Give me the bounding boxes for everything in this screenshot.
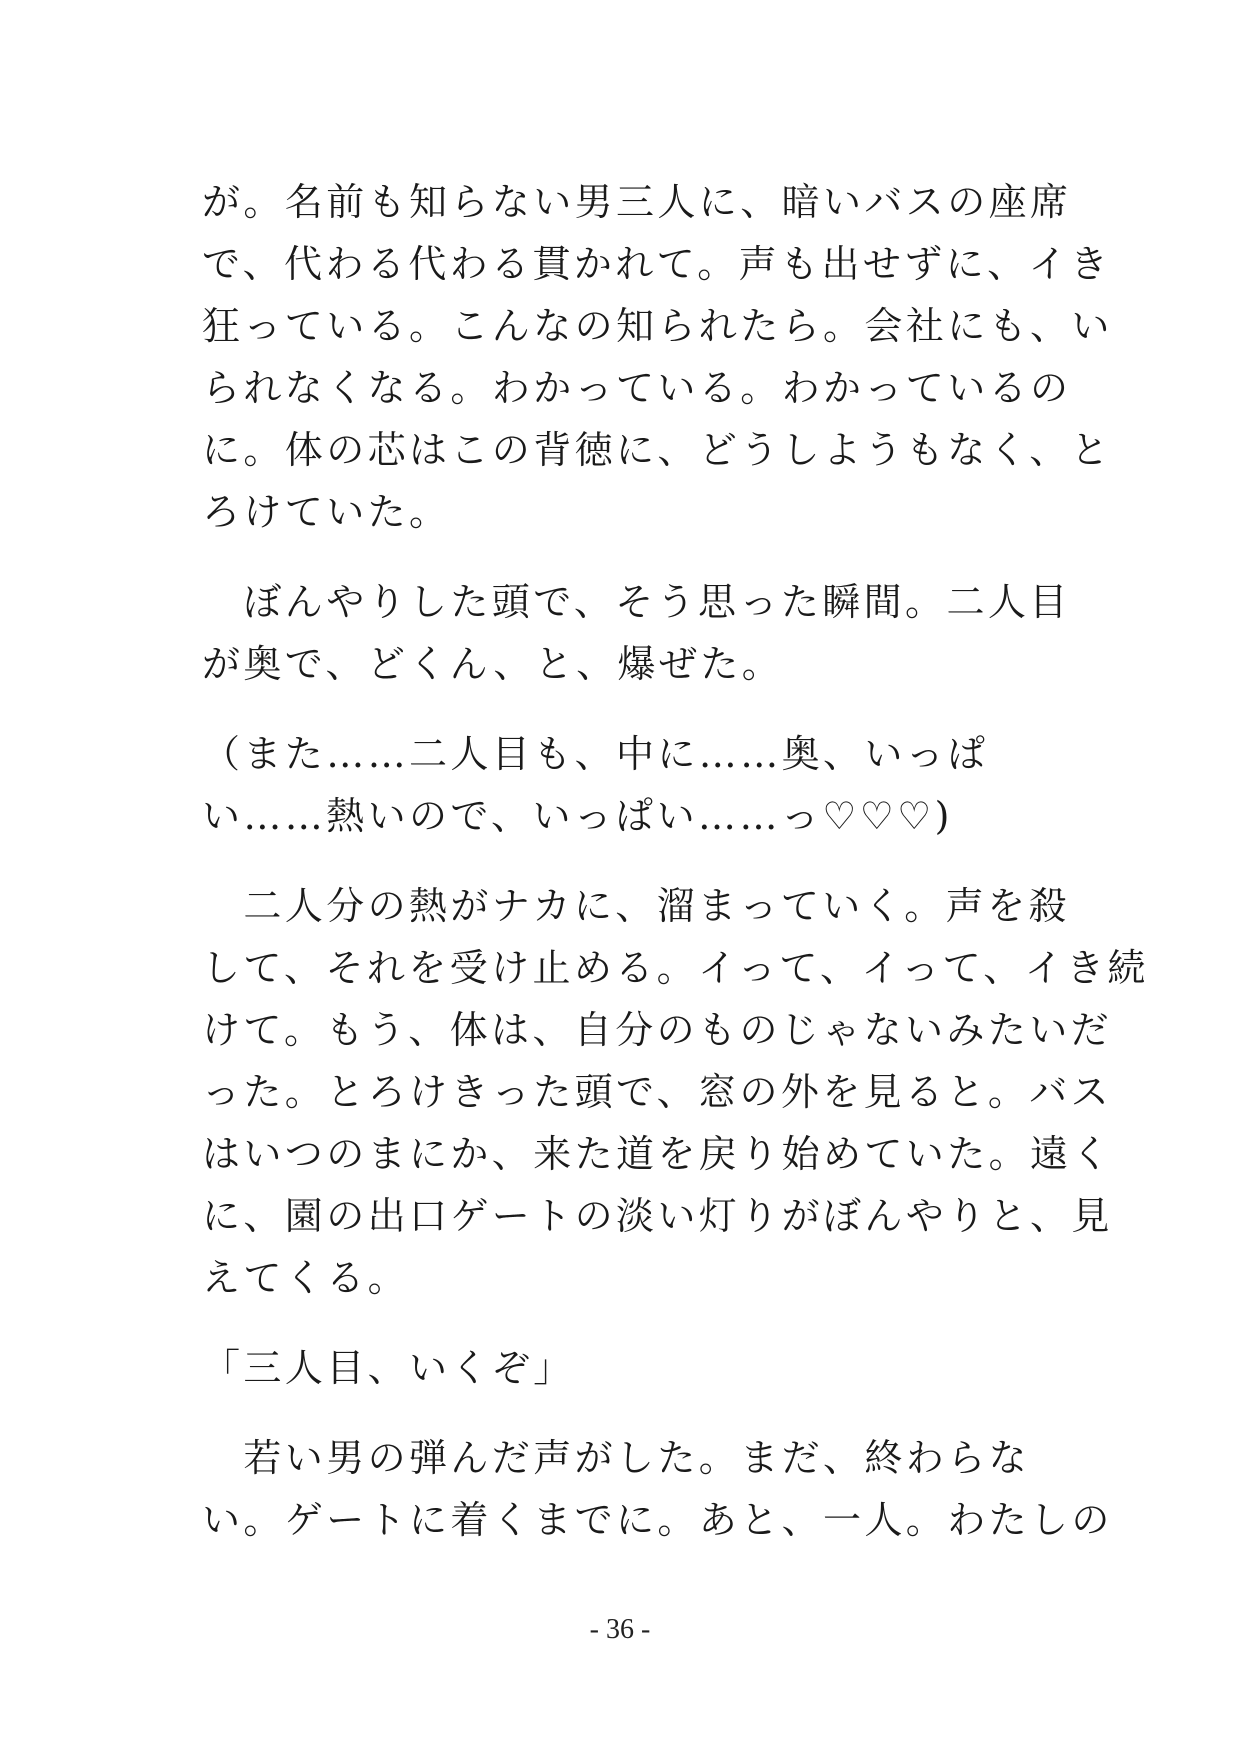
text-line: い……熱いので、いっぱい……っ♡♡♡) [202, 794, 953, 838]
text-line: られなくなる。わかっている。わかっているの [202, 366, 1072, 410]
page-number: - 36 - [589, 1614, 651, 1645]
text-line: で、代わる代わる貫かれて。声も出せずに、イき [202, 242, 1112, 286]
text-line: 若い男の弾んだ声がした。まだ、終わらな [202, 1436, 1031, 1480]
text-body [202, 178, 1149, 1558]
text-line: ぼんやりした頭で、そう思った瞬間。二人目 [202, 580, 1071, 624]
text-line: い。ゲートに着くまでに。あと、一人。わたしの [202, 1498, 1113, 1542]
text-line: が奥で、どくん、と、爆ぜた。 [202, 642, 784, 686]
text-line: 「三人目、いくぞ」 [202, 1346, 575, 1390]
text-line: に。体の芯はこの背徳に、どうしようもなく、と [202, 428, 1113, 472]
text-line: （また……二人目も、中に……奥、いっぱ [202, 732, 989, 776]
text-line: 二人分の熱がナカに、溜まっていく。声を殺 [202, 884, 1070, 928]
text-line: して、それを受け止める。イって、イって、イき続 [202, 946, 1149, 990]
text-line: はいつのまにか、来た道を戻り始めていた。遠く [202, 1132, 1113, 1176]
text-line: った。とろけきった頭で、窓の外を見ると。バス [202, 1070, 1113, 1114]
text-line: ろけていた。 [202, 490, 451, 534]
text-line: 狂っている。こんなの知られたら。会社にも、い [202, 304, 1113, 348]
text-line: が。名前も知らない男三人に、暗いバスの座席 [202, 180, 1072, 224]
text-line: に、園の出口ゲートの淡い灯りがぼんやりと、見 [202, 1194, 1113, 1238]
text-line: えてくる。 [202, 1256, 410, 1300]
text-line: けて。もう、体は、自分のものじゃないみたいだ [202, 1008, 1113, 1052]
